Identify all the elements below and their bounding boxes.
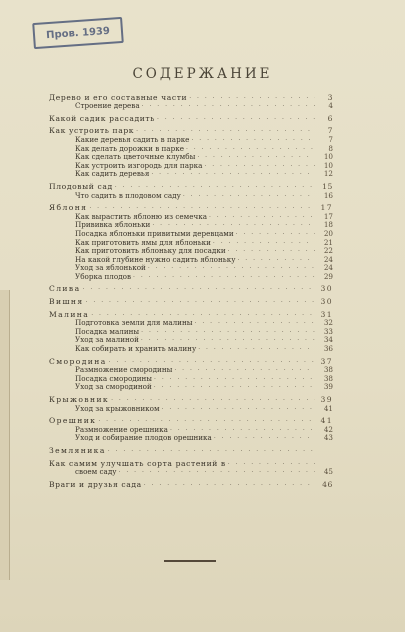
toc-entry-label: Уход за яблонькой — [75, 263, 146, 273]
toc-entry — [49, 357, 333, 366]
toc-entry — [49, 264, 333, 273]
dot-leader — [204, 161, 315, 169]
dot-leader — [162, 404, 315, 412]
library-stamp — [32, 17, 124, 49]
toc-entry-label: Подготовка земли для малины — [75, 318, 193, 328]
dot-leader — [152, 221, 315, 229]
toc-entry — [49, 170, 333, 179]
dot-leader — [142, 102, 315, 110]
dot-leader — [228, 247, 315, 255]
toc-entry-page: 8 — [328, 143, 333, 153]
toc-entry-page: 34 — [323, 335, 333, 345]
dot-leader — [141, 336, 315, 344]
toc-entry — [49, 182, 333, 191]
toc-entry-label: Уход за малиной — [75, 335, 139, 345]
toc-entry — [49, 272, 333, 281]
toc-entry-label: Уход за смородиной — [75, 382, 152, 392]
toc-entry-page: 24 — [323, 263, 333, 273]
toc-entry — [49, 319, 333, 328]
toc-entry-page: 17 — [323, 212, 333, 221]
toc-entry-page: 20 — [323, 229, 333, 238]
toc-entry-label: Посадка яблоньки привитыми деревцами — [75, 229, 234, 238]
toc-entry-page: 46 — [322, 480, 333, 489]
dot-leader — [157, 114, 315, 122]
toc-entry-label: Посадка смородины — [75, 374, 152, 383]
table-of-contents — [49, 93, 333, 489]
dot-leader — [154, 374, 315, 382]
dot-leader — [148, 264, 315, 272]
dot-leader — [174, 366, 315, 374]
toc-entry-page: 22 — [323, 246, 333, 256]
toc-entry-page: 31 — [320, 310, 333, 319]
page-edge — [0, 290, 10, 580]
toc-entry — [49, 434, 333, 443]
toc-entry-label: На какой глубине нужно садить яблоньку — [75, 255, 236, 264]
toc-entry-label: Какой садик рассадить — [49, 114, 155, 123]
toc-entry-page: 37 — [320, 357, 333, 366]
toc-entry-label: Как собирать и хранить малину — [75, 344, 197, 354]
toc-entry-label: Смородина — [49, 357, 107, 366]
dot-leader — [154, 383, 315, 391]
toc-entry-page: 42 — [323, 425, 333, 434]
toc-entry-label: Уход и собирание плодов орешника — [75, 433, 212, 443]
toc-entry — [49, 327, 333, 336]
toc-entry-page: 21 — [323, 237, 333, 247]
toc-entry — [49, 310, 333, 319]
stamp-text: Пров. 1939 — [45, 25, 111, 41]
toc-entry-label: Малина — [49, 310, 90, 319]
toc-entry-page: 17 — [320, 203, 333, 213]
dot-leader — [136, 127, 315, 135]
toc-entry-label: Как самим улучшать сорта растений в — [49, 458, 226, 468]
dot-leader — [214, 434, 315, 442]
toc-entry — [49, 404, 333, 413]
toc-entry-label: Враги и друзья сада — [49, 480, 142, 489]
toc-entry — [49, 191, 333, 200]
toc-entry-label: Уход за крыжовником — [75, 404, 160, 413]
toc-entry-page: 30 — [320, 297, 333, 307]
page-title: СОДЕРЖАНИЕ — [132, 66, 273, 82]
toc-entry-label: своем саду — [75, 467, 117, 477]
toc-entry — [49, 212, 333, 221]
toc-entry-label: Орешник — [49, 416, 97, 426]
toc-entry-page: 41 — [320, 416, 333, 426]
toc-entry — [49, 144, 333, 153]
dot-leader — [151, 170, 315, 178]
dot-leader — [144, 480, 315, 488]
toc-entry-label: Как приготовить ямы для яблоньки — [75, 237, 211, 247]
toc-entry — [49, 102, 333, 111]
dot-leader — [119, 468, 316, 476]
dot-leader — [108, 446, 315, 454]
dot-leader — [237, 255, 315, 263]
toc-entry — [49, 417, 333, 426]
dot-leader — [195, 319, 316, 327]
toc-entry-page: 32 — [323, 318, 333, 328]
toc-entry-page: 16 — [323, 190, 333, 200]
toc-entry-page: 38 — [323, 374, 333, 383]
toc-entry-label: Как устроить парк — [49, 126, 135, 136]
toc-entry-page: 15 — [322, 182, 333, 191]
dot-leader — [86, 297, 315, 305]
toc-entry — [49, 425, 333, 434]
toc-entry — [49, 221, 333, 230]
dot-leader — [186, 144, 315, 152]
toc-entry-label: Плодовый сад — [49, 182, 113, 191]
toc-entry — [49, 135, 333, 144]
toc-entry-label: Как приготовить яблоньку для посадки — [75, 246, 226, 256]
toc-entry — [49, 344, 333, 353]
toc-entry-label: Слива — [49, 284, 81, 294]
toc-entry-label: Как вырастить яблоню из семечка — [75, 212, 207, 221]
toc-entry — [49, 336, 333, 345]
toc-entry-page: 41 — [323, 404, 333, 413]
dot-leader — [141, 327, 315, 335]
toc-entry-label: Как делать дорожки в парке — [75, 143, 184, 153]
toc-entry-label: Посадка малины — [75, 327, 140, 336]
dot-leader — [111, 395, 315, 403]
toc-entry-label: Строение дерева — [75, 101, 140, 111]
toc-entry — [49, 480, 333, 489]
toc-entry-page: 29 — [323, 272, 333, 281]
toc-entry-page: 3 — [327, 93, 333, 102]
dot-leader — [83, 285, 316, 293]
dot-leader — [98, 417, 315, 425]
dot-leader — [115, 182, 315, 190]
toc-entry-label: Размножение смородины — [75, 365, 173, 375]
toc-entry-page: 38 — [323, 365, 333, 375]
dot-leader — [133, 272, 315, 280]
toc-entry — [49, 153, 333, 162]
dot-leader — [183, 191, 315, 199]
toc-entry-label: Уборка плодов — [75, 272, 131, 281]
toc-entry-page: 33 — [323, 327, 333, 336]
toc-entry — [49, 297, 333, 306]
toc-entry-page: 24 — [323, 255, 333, 264]
toc-entry-label: Крыжовник — [49, 395, 110, 404]
toc-entry — [49, 204, 333, 213]
toc-entry-page: 6 — [327, 114, 333, 123]
toc-entry-label: Вишня — [49, 297, 84, 307]
toc-entry-page: 39 — [323, 382, 333, 392]
dot-leader — [213, 238, 315, 246]
toc-entry-page: 7 — [328, 135, 333, 144]
toc-entry-page: 45 — [323, 467, 333, 477]
toc-entry-page: 4 — [328, 101, 333, 111]
toc-entry — [49, 285, 333, 294]
toc-entry — [49, 93, 333, 102]
toc-entry-page: 10 — [323, 152, 333, 162]
dot-leader — [189, 93, 315, 101]
toc-entry-label: Размножение орешника — [75, 425, 168, 434]
dot-leader — [197, 153, 315, 161]
dot-leader — [91, 310, 315, 318]
toc-entry-page: 12 — [323, 169, 333, 179]
toc-entry-label: Прививка яблоньки — [75, 220, 151, 230]
toc-entry — [49, 374, 333, 383]
toc-entry — [49, 238, 333, 247]
toc-entry — [49, 446, 333, 455]
toc-entry — [49, 161, 333, 170]
toc-entry-page: 18 — [323, 220, 333, 230]
toc-entry — [49, 114, 333, 123]
toc-entry — [49, 383, 333, 392]
dot-leader — [89, 204, 315, 212]
toc-entry — [49, 459, 333, 468]
toc-entry-label: Дерево и его составные части — [49, 93, 188, 102]
toc-entry-label: Земляника — [49, 446, 106, 455]
toc-entry-page: 7 — [327, 126, 333, 136]
toc-entry-label: Яблоня — [49, 203, 88, 213]
toc-entry-page: 43 — [323, 433, 333, 443]
closing-rule — [164, 560, 216, 562]
dot-leader — [209, 212, 315, 220]
toc-entry — [49, 366, 333, 375]
toc-entry-label: Как садить деревья — [75, 169, 150, 179]
dot-leader — [109, 357, 315, 365]
dot-leader — [236, 229, 315, 237]
toc-entry-page: 36 — [323, 344, 333, 354]
dot-leader — [170, 425, 315, 433]
toc-entry — [49, 127, 333, 136]
toc-entry — [49, 468, 333, 477]
toc-entry-label: Как сделать цветочные клумбы — [75, 152, 196, 162]
toc-entry-label: Что садить в плодовом саду — [75, 190, 181, 200]
toc-entry-page: 10 — [323, 161, 333, 170]
dot-leader — [198, 344, 315, 352]
toc-entry-page: 30 — [320, 284, 333, 294]
toc-entry — [49, 247, 333, 256]
toc-entry — [49, 255, 333, 264]
toc-entry-page: 39 — [320, 395, 333, 404]
dot-leader — [191, 135, 315, 143]
dot-leader — [228, 459, 315, 467]
toc-entry — [49, 395, 333, 404]
toc-entry-label: Какие деревья садить в парке — [75, 135, 190, 144]
toc-entry-label: Как устроить изгородь для парка — [75, 161, 203, 170]
toc-entry — [49, 229, 333, 238]
